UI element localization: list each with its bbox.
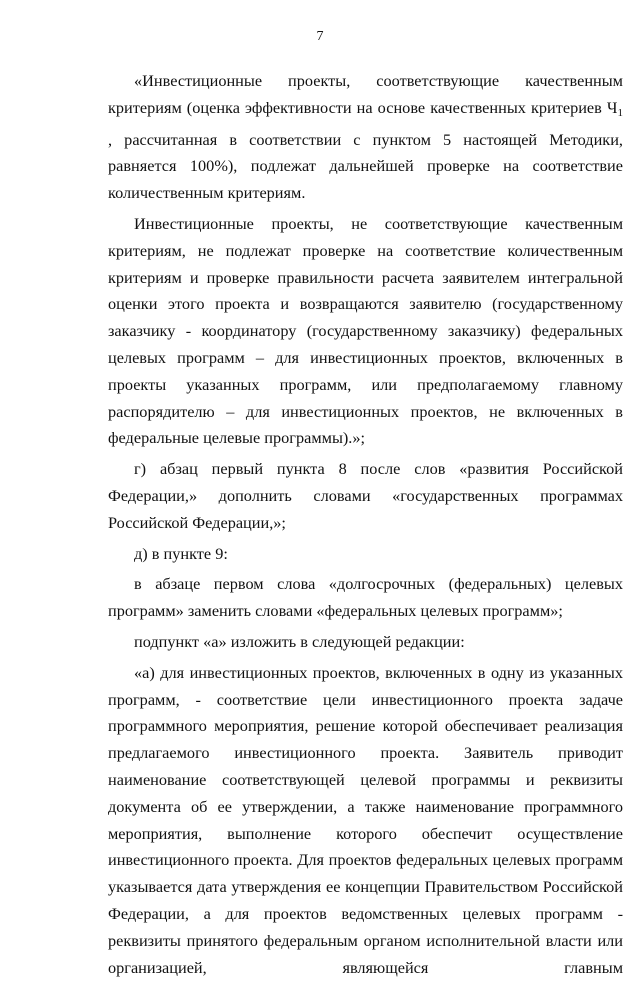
paragraph-subitem-a-text: «а) для инвестиционных проектов, включенных в одну из указанных программ, - соответствие цели инвестиционного проекта задаче программного мероприятия, решение которой обеспечивает реализация предлагаемого инвестиционного проекта. Заявитель приводит наименование соответствующей целевой программы и реквизиты документа об ее утверждении, а также наименование программного мероприятия, выполнение которого обеспечит осуществление инвестиционного проекта. Для проектов федеральных целевых программ указывается дата утверждения ее концепции Правительством Российской Федерации, а для проектов ведомственных целевых программ - реквизиты принятого федеральным органом исполнительной власти или организацией, являющейся главным [108,662,623,977]
paragraph-1-text-a: «Инвестиционные проекты, соответствующие качественным критериям (оценка эффективности на основе качественных критериев Ч [108,71,623,117]
document-body [108,68,623,981]
paragraph-1-text-b: , рассчитанная в соответствии с пунктом 5 настоящей Методики, равняется 100%), подлежат дальнейшей проверке на соответствие количественным критериям. [108,129,623,203]
paragraph-replace-words: в абзаце первом слова «долгосрочных (федеральных) целевых программ» заменить словами «федеральных целевых программ»; [108,574,623,621]
criterion-subscript: 1 [617,106,623,119]
paragraph-item-g: г) абзац первый пункта 8 после слов «развития Российской Федерации,» дополнить словами «государственных программах Российской Федерации,»; [108,459,623,532]
paragraph-item-d: д) в пункте 9: [134,543,228,563]
page-number: 7 [316,29,324,44]
paragraph-qualitative-criteria [108,68,623,207]
paragraph-non-compliant-projects: Инвестиционные проекты, не соответствующие качественным критериям, не подлежат проверке на соответствие количественным критериям и проверке правильности расчета заявителем интегральной оценки этого проекта и возвращаются заявителю (государственному заказчику - координатору (государственному заказчику) федеральных целевых программ – для инвестиционных проектов, включенных в проекты указанных программ, или предполагаемому главному распорядителю – для инвестиционных проектов, не включенных в федеральные целевые программы).»; [108,213,623,448]
paragraph-subitem-a-intro: подпункт «а» изложить в следующей редакции: [134,631,465,651]
